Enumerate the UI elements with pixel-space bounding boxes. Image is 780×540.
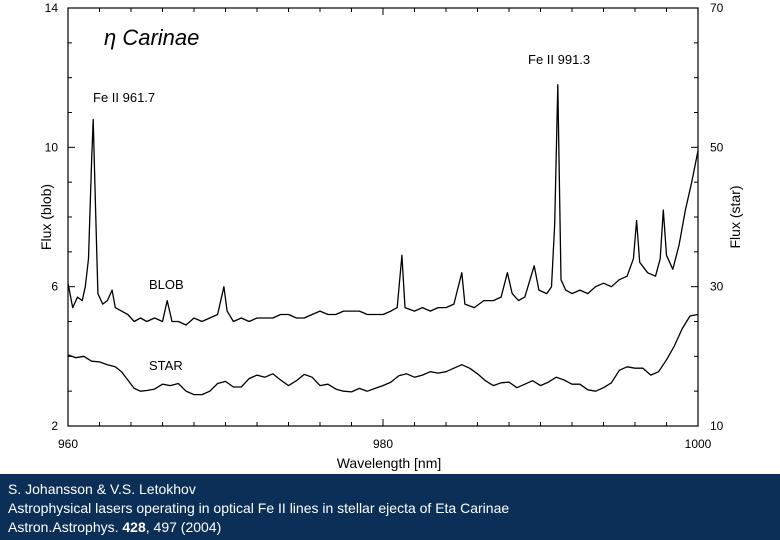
y-right-tick-label: 50 — [710, 140, 724, 155]
y-left-tick-label: 6 — [51, 279, 58, 294]
chart-title: η Carinae — [104, 25, 200, 50]
caption-volume: 428 — [122, 519, 146, 535]
y-left-tick-label: 10 — [44, 140, 58, 155]
annotation-fe-ii-961: Fe II 961.7 — [93, 90, 156, 105]
caption-authors: S. Johansson & V.S. Letokhov — [8, 481, 196, 497]
series-line-star — [68, 315, 698, 395]
x-tick-label: 980 — [372, 437, 394, 451]
series-label-blob: BLOB — [149, 277, 184, 292]
y-axis-left-label: Flux (blob) — [38, 183, 54, 251]
caption-pages-year: , 497 (2004) — [145, 519, 222, 535]
y-axis-right-label: Flux (star) — [727, 185, 743, 249]
x-tick-label: 1000 — [684, 437, 712, 451]
caption-journal: Astron.Astrophys. — [8, 519, 123, 535]
citation-caption — [0, 474, 780, 540]
y-left-tick-label: 2 — [51, 419, 58, 433]
y-right-tick-label: 70 — [710, 1, 724, 15]
x-tick-label: 960 — [57, 437, 79, 451]
caption-reference — [8, 518, 772, 537]
y-left-tick-label: 14 — [44, 1, 58, 15]
caption-title: Astrophysical lasers operating in optical Fe II lines in stellar ejecta of Eta Carinae — [8, 500, 510, 516]
annotation-fe-ii-991: Fe II 991.3 — [528, 52, 591, 67]
y-right-tick-label: 10 — [710, 419, 724, 433]
y-right-tick-label: 30 — [710, 279, 724, 294]
series-label-star: STAR — [149, 358, 183, 373]
x-axis-label: Wavelength [nm] — [336, 455, 442, 471]
